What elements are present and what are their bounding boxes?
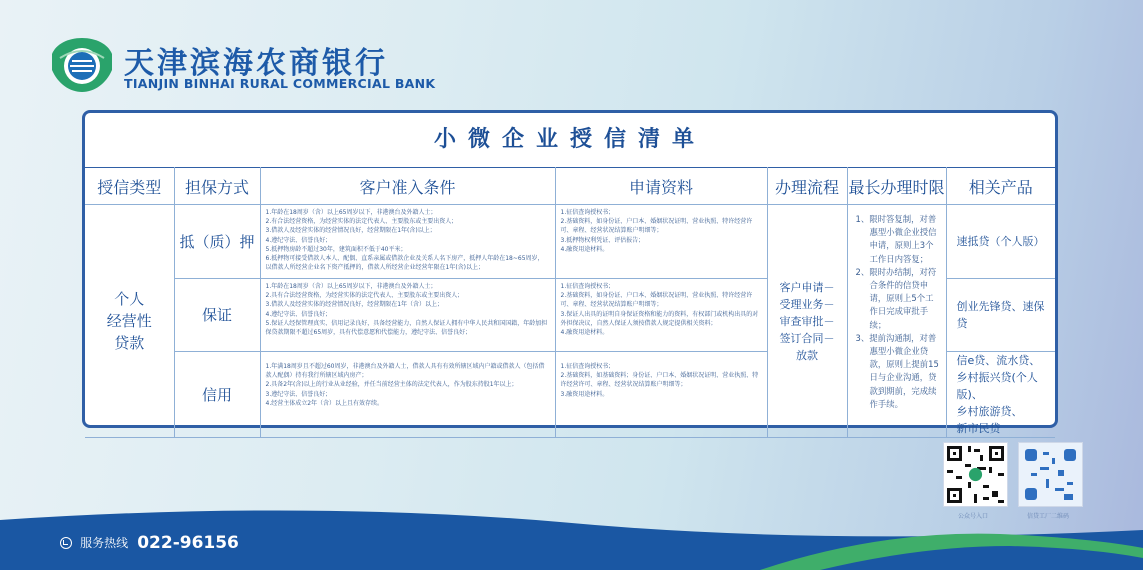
guarantee-cell: 抵（质）押 [174, 205, 260, 279]
material-item: 1.征信查询授权书； [560, 363, 615, 370]
material-item: 2.基础资料，如基础资料；身份证、户口本、婚姻状况证明、营业执照、特许经营许可、章程、经营状况结算账户明细等； [560, 372, 759, 389]
condition-item: 2.具备2年(含)以上的行业从业经验，并任当前经营主体的法定代表人，作为股东持股1年以上； [265, 381, 518, 389]
wechat-qr-code[interactable] [943, 442, 1008, 507]
service-hotline [60, 532, 239, 553]
product-line: 创业先锋贷、速保贷 [956, 300, 1045, 330]
products-cell [946, 205, 1055, 279]
credit-type-line: 个人 [114, 290, 145, 308]
condition-item: 3.借款人及经营实体的经营情况良好，经营期限在1年（含）以上； [265, 301, 444, 309]
credit-factory-qr-caption: 信贷工厂二维码 [1027, 513, 1070, 520]
card-title: 小微企业授信清单 [433, 127, 706, 152]
conditions-cell [260, 352, 555, 438]
header-products: 相关产品 [946, 168, 1055, 205]
material-item: 2.基础资料，如身份证、户口本、婚姻状况证明、营业执照、特许经营许可、章程、经营状况结算账户明细等； [560, 292, 753, 309]
header-process: 办理流程 [767, 168, 847, 205]
material-item: 4.融资用途材料。 [560, 245, 609, 253]
hotline-number: 022-96156 [137, 532, 239, 553]
product-line: 乡村旅游贷、 [956, 405, 1023, 418]
credit-list-card [82, 110, 1058, 435]
products-cell [946, 279, 1055, 352]
credit-type-cell [85, 205, 174, 438]
process-step: 审查审批－ [779, 314, 835, 328]
hotline-label: 服务热线 [80, 536, 129, 550]
credit-factory-qr-code[interactable] [1018, 442, 1083, 507]
time-limit-item: 3、提前沟通制，对普惠型小微企业贷款，原则上提前15日与企业沟通，贷款到期前，完成续作手续。 [855, 332, 939, 409]
qr-code-icon [944, 443, 1007, 506]
materials-cell [555, 352, 767, 438]
condition-item: 2.具有合法经营资格，为经营实体的法定代表人、主要股东或主要出资人； [265, 292, 464, 300]
materials-cell [555, 205, 767, 279]
condition-item: 1.年龄在18周岁（含）以上65周岁以下，非港澳台及外籍人士； [265, 283, 437, 290]
product-line: 新市民贷 [956, 422, 1001, 435]
conditions-cell [260, 279, 555, 352]
condition-item: 3.借款人及经营实体的经营情况良好，经营期限在1年(含)以上； [265, 227, 436, 235]
phone-icon [60, 537, 72, 549]
process-cell [767, 205, 847, 438]
time-limit-cell [847, 205, 946, 438]
time-limit-item: 1、限时答复制，对普惠型小微企业授信申请，原则上3个工作日内答复； [855, 214, 937, 264]
credit-type-line: 贷款 [114, 334, 145, 352]
condition-item: 4.遵纪守法、信誉良好； [265, 236, 332, 244]
products-cell [946, 352, 1055, 438]
material-item: 1.征信查询授权书； [560, 283, 615, 290]
bank-logo-icon [50, 36, 114, 94]
condition-item: 1.年龄在18周岁（含）以上65周岁以下，非港澳台及外籍人士； [265, 209, 437, 216]
header-materials: 申请资料 [555, 168, 767, 205]
table-row [85, 205, 1055, 279]
material-item: 3.保证人出具的证明自身保证资格和能力的资料，有权部门或机构出具的对外担保决议，自然人保证人须按借款人规定提供相关资料； [560, 310, 759, 327]
credit-table [85, 167, 1055, 438]
product-line: 乡村振兴贷(个人版)、 [956, 371, 1038, 401]
product-line: 信e贷、流水贷、 [956, 354, 1041, 367]
table-header-row [85, 168, 1055, 205]
header-guarantee: 担保方式 [174, 168, 260, 205]
bank-name-en: TIANJIN BINHAI RURAL COMMERCIAL BANK [124, 76, 436, 91]
condition-item: 5.保证人经保管理真实、信用记录良好，具备经营能力，自然人保证人拥有中华人民共和国国籍，年龄加担保贷款期限不超过65周岁，具有代偿意愿和代偿能力，遵纪守法、信誉良好； [265, 319, 548, 337]
wechat-qr-caption: 公众号入口 [958, 513, 989, 520]
condition-item: 6.抵押物可接受借款人本人、配偶、直系亲属或借款企业及关系人名下房产，抵押人年龄在18~65周岁，以借款人所经营企业名下资产抵押的，借款人所经营企业经营年限在1年(含)以上； [265, 255, 544, 272]
condition-item: 1.年满18周岁且不超过60周岁，非港澳台及外籍人士，借款人具有有效所辖区域内户籍或借款人（包括借款人配偶）持有我行所辖区域内房产； [265, 363, 545, 380]
condition-item: 5.抵押物房龄不超过30年，建筑面积不低于40平米； [265, 245, 407, 253]
materials-cell [555, 279, 767, 352]
product-line: 速抵贷（个人版） [956, 235, 1045, 248]
conditions-cell [260, 205, 555, 279]
header-conditions: 客户准入条件 [260, 168, 555, 205]
condition-item: 4.经营主体成立2年（含）以上且有效存续。 [265, 399, 384, 407]
material-item: 3.融资用途材料。 [560, 390, 609, 398]
process-step: 签订合同－ [779, 331, 835, 345]
bank-name-cn: 天津滨海农商银行 [124, 46, 388, 81]
material-item: 2.基础资料，如身份证、户口本、婚姻状况证明、营业执照、特许经营许可、章程、经营状况结算账户明细等； [560, 218, 753, 235]
material-item: 4.融资用途材料。 [560, 329, 609, 337]
header-credit-type: 授信类型 [85, 168, 174, 205]
material-item: 1.征信查询授权书； [560, 209, 615, 216]
header-time-limit: 最长办理时限 [847, 168, 946, 205]
condition-item: 2.有合法经营资格，为经营实体的法定代表人、主要股东或主要出资人； [265, 218, 458, 226]
condition-item: 4.遵纪守法、信誉良好； [265, 310, 332, 318]
guarantee-cell: 保证 [174, 279, 260, 352]
process-step: 客户申请－ [779, 280, 835, 294]
credit-type-line: 经营性 [106, 312, 152, 330]
process-step: 受理业务－ [779, 297, 835, 311]
qr-code-icon [1019, 443, 1082, 506]
material-item: 3.抵押物权利凭证、评估报告； [560, 236, 645, 244]
process-step: 放款 [796, 348, 818, 362]
condition-item: 3.遵纪守法、信誉良好； [265, 390, 332, 398]
guarantee-cell: 信用 [174, 352, 260, 438]
time-limit-item: 2、限时办结制，对符合条件的信贷申请，原则上5个工作日完成审批手续； [855, 266, 937, 330]
